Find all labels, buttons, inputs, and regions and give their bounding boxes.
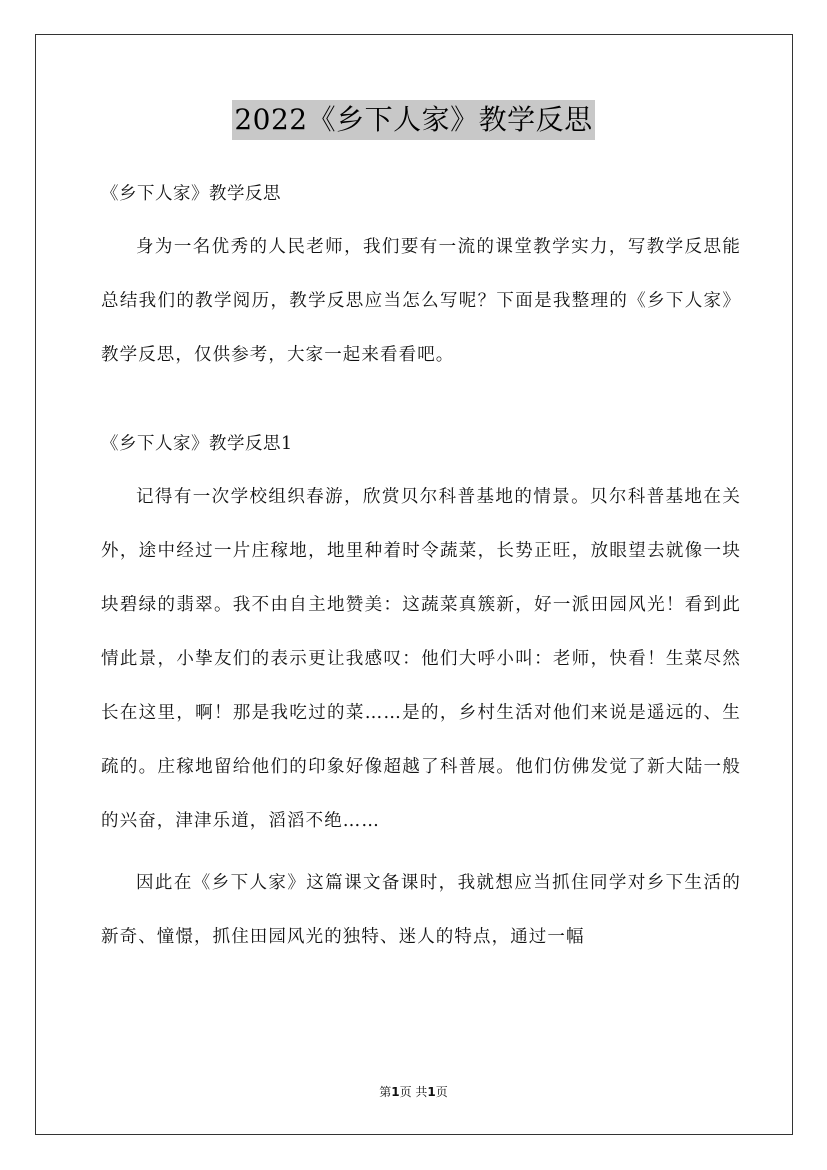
document-body	[101, 172, 741, 964]
document-subtitle: 《乡下人家》教学反思	[101, 184, 281, 204]
body-paragraph-2: 因此在《乡下人家》这篇课文备课时，我就想应当抓住同学对乡下生活的新奇、憧憬，抓住田园风光的独特、迷人的特点，通过一幅	[101, 873, 741, 947]
intro-paragraph: 身为一名优秀的人民老师，我们要有一流的课堂教学实力，写教学反思能总结我们的教学阅历，教学反思应当怎么写呢？下面是我整理的《乡下人家》教学反思，仅供参考，大家一起来看看吧。	[101, 237, 741, 365]
body-paragraph-1: 记得有一次学校组织春游，欣赏贝尔科普基地的情景。贝尔科普基地在关外，途中经过一片庄稼地，地里种着时令蔬菜，长势正旺，放眼望去就像一块块碧绿的翡翠。我不由自主地赞美：这蔬菜真簇新，好一派田园风光！看到此情此景，小挚友们的表示更让我感叹：他们大呼小叫：老师，快看！生菜尽然长在这里，啊！那是我吃过的菜……是的，乡村生活对他们来说是遥远的、生疏的。庄稼地留给他们的印象好像超越了科普展。他们仿佛发觉了新大陆一般的兴奋，津津乐道，滔滔不绝……	[101, 487, 741, 831]
page-total: 1	[427, 1085, 436, 1099]
document-title: 2022《乡下人家》教学反思	[232, 100, 594, 140]
page-footer	[0, 1083, 827, 1100]
page-suffix: 页	[435, 1085, 448, 1099]
section-heading: 《乡下人家》教学反思1	[101, 434, 293, 454]
page-current: 1	[391, 1085, 400, 1099]
page-mid: 页 共	[399, 1085, 428, 1099]
title-container	[0, 100, 827, 140]
page-prefix: 第	[379, 1085, 392, 1099]
